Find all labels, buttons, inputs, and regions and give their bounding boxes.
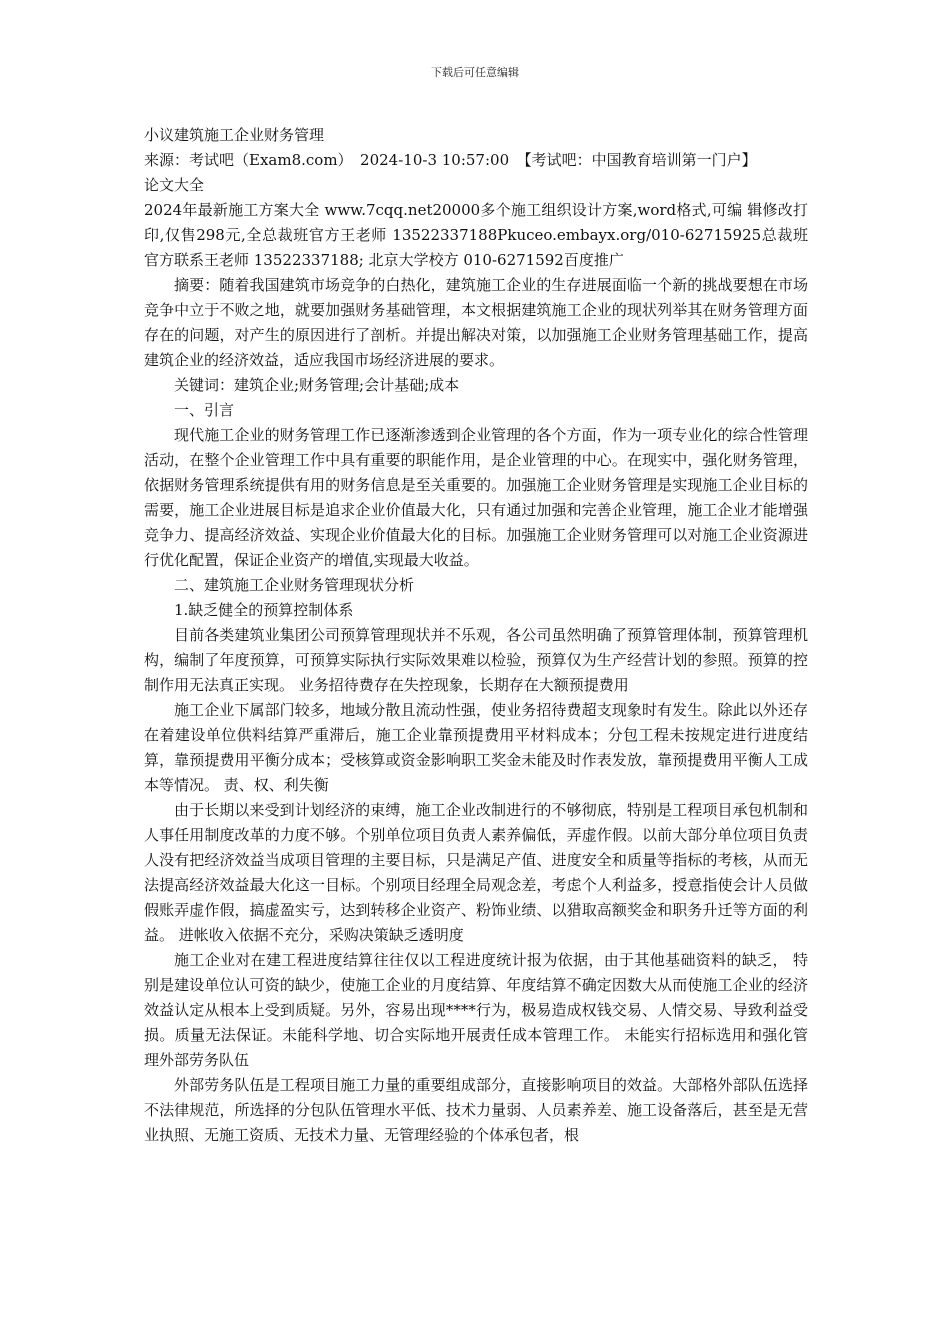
- section-heading-analysis: 二、建筑施工企业财务管理现状分析: [174, 576, 415, 594]
- subsection-heading: 1.缺乏健全的预算控制体系: [174, 601, 354, 619]
- article-title: 小议建筑施工企业财务管理: [144, 126, 325, 144]
- body-paragraph: 由于长期以来受到计划经济的束缚，施工企业改制进行的不够彻底，特别是工程项目承包机制和人事任用制度改革的力度不够。个别单位项目负责人素养偏低，弄虚作假。以前大部分单位项目负责人没有把经济效益当成项目管理的主要目标，只是满足产值、进度安全和质量等指标的考核，从而无法提高经济效益最大化这一目标。个别项目经理全局观念差，考虑个人利益多，授意指使会计人员做假账弄虚作假，搞虚盈实亏，达到转移企业资产、粉饰业绩、以猎取高额奖金和职务升迁等方面的利益。 进帐收入依据不充分，采购决策缺乏透明度: [144, 801, 808, 944]
- abstract-paragraph: 摘要：随着我国建筑市场竞争的白热化，建筑施工企业的生存进展面临一个新的挑战要想在市场竞争中立于不败之地，就要加强财务基础管理，本文根据建筑施工企业的现状列举其在财务管理方面存在的问题，对产生的原因进行了剖析。并提出解决对策，以加强施工企业财务管理基础工作，提高建筑企业的经济效益，适应我国市场经济进展的要求。: [144, 276, 808, 369]
- document-body: [144, 123, 808, 1148]
- body-paragraph: 外部劳务队伍是工程项目施工力量的重要组成部分，直接影响项目的效益。大部格外部队伍选择不法律规范，所选择的分包队伍管理水平低、技术力量弱、人员素养差、施工设备落后，甚至是无营业执照、无施工资质、无技术力量、无管理经验的个体承包者，根: [144, 1076, 808, 1144]
- keywords-line: 关键词：建筑企业;财务管理;会计基础;成本: [174, 376, 460, 394]
- section-heading-introduction: 一、引言: [174, 401, 235, 419]
- body-paragraph: 现代施工企业的财务管理工作已逐渐渗透到企业管理的各个方面，作为一项专业化的综合性管理活动，在整个企业管理工作中具有重要的职能作用，是企业管理的中心。在现实中，强化财务管理，依据财务管理系统提供有用的财务信息是至关重要的。加强施工企业财务管理是实现施工企业目标的需要，施工企业进展目标是追求企业价值最大化，只有通过加强和完善企业管理，施工企业才能增强竞争力、提高经济效益、实现企业价值最大化的目标。加强施工企业财务管理可以对施工企业资源进行优化配置，保证企业资产的增值,实现最大收益。: [144, 426, 808, 569]
- article-source-meta: 来源：考试吧（Exam8.com） 2024-10-3 10:57:00 【考试吧：中国教育培训第一门户】: [144, 151, 757, 169]
- page-header-note: 下载后可任意编辑: [431, 66, 519, 79]
- article-category: 论文大全: [144, 176, 205, 194]
- advertisement-text: 2024年最新施工方案大全 www.7cqq.net20000多个施工组织设计方案,word格式,可编 辑修改打印,仅售298元,全总裁班官方王老师 13522337188Pkuceo.embayx.org/010-62715925总裁班官方联系王老师 13522337188; 北京大学校方 010-6271592百度推广: [144, 201, 808, 269]
- body-paragraph: 目前各类建筑业集团公司预算管理现状并不乐观，各公司虽然明确了预算管理体制，预算管理机构，编制了年度预算，可预算实际执行实际效果难以检验，预算仅为生产经营计划的参照。预算的控制作用无法真正实现。 业务招待费存在失控现象，长期存在大额预提费用: [144, 626, 808, 694]
- body-paragraph: 施工企业对在建工程进度结算往往仅以工程进度统计报为依据，由于其他基础资料的缺乏， 特别是建设单位认可资的缺少，使施工企业的月度结算、年度结算不确定因数大从而使施工企业的经济效益认定从根本上受到质疑。另外，容易出现****行为，极易造成权钱交易、人情交易、导致利益受损。质量无法保证。未能科学地、切合实际地开展责任成本管理工作。 未能实行招标选用和强化管理外部劳务队伍: [144, 951, 808, 1069]
- body-paragraph: 施工企业下属部门较多，地域分散且流动性强，使业务招待费超支现象时有发生。除此以外还存在着建设单位供料结算严重滞后，施工企业靠预提费用平材料成本；分包工程未按规定进行进度结算，靠预提费用平衡分成本；受核算或资金影响职工奖金未能及时作表发放，靠预提费用平衡人工成本等情况。 责、权、利失衡: [144, 701, 808, 794]
